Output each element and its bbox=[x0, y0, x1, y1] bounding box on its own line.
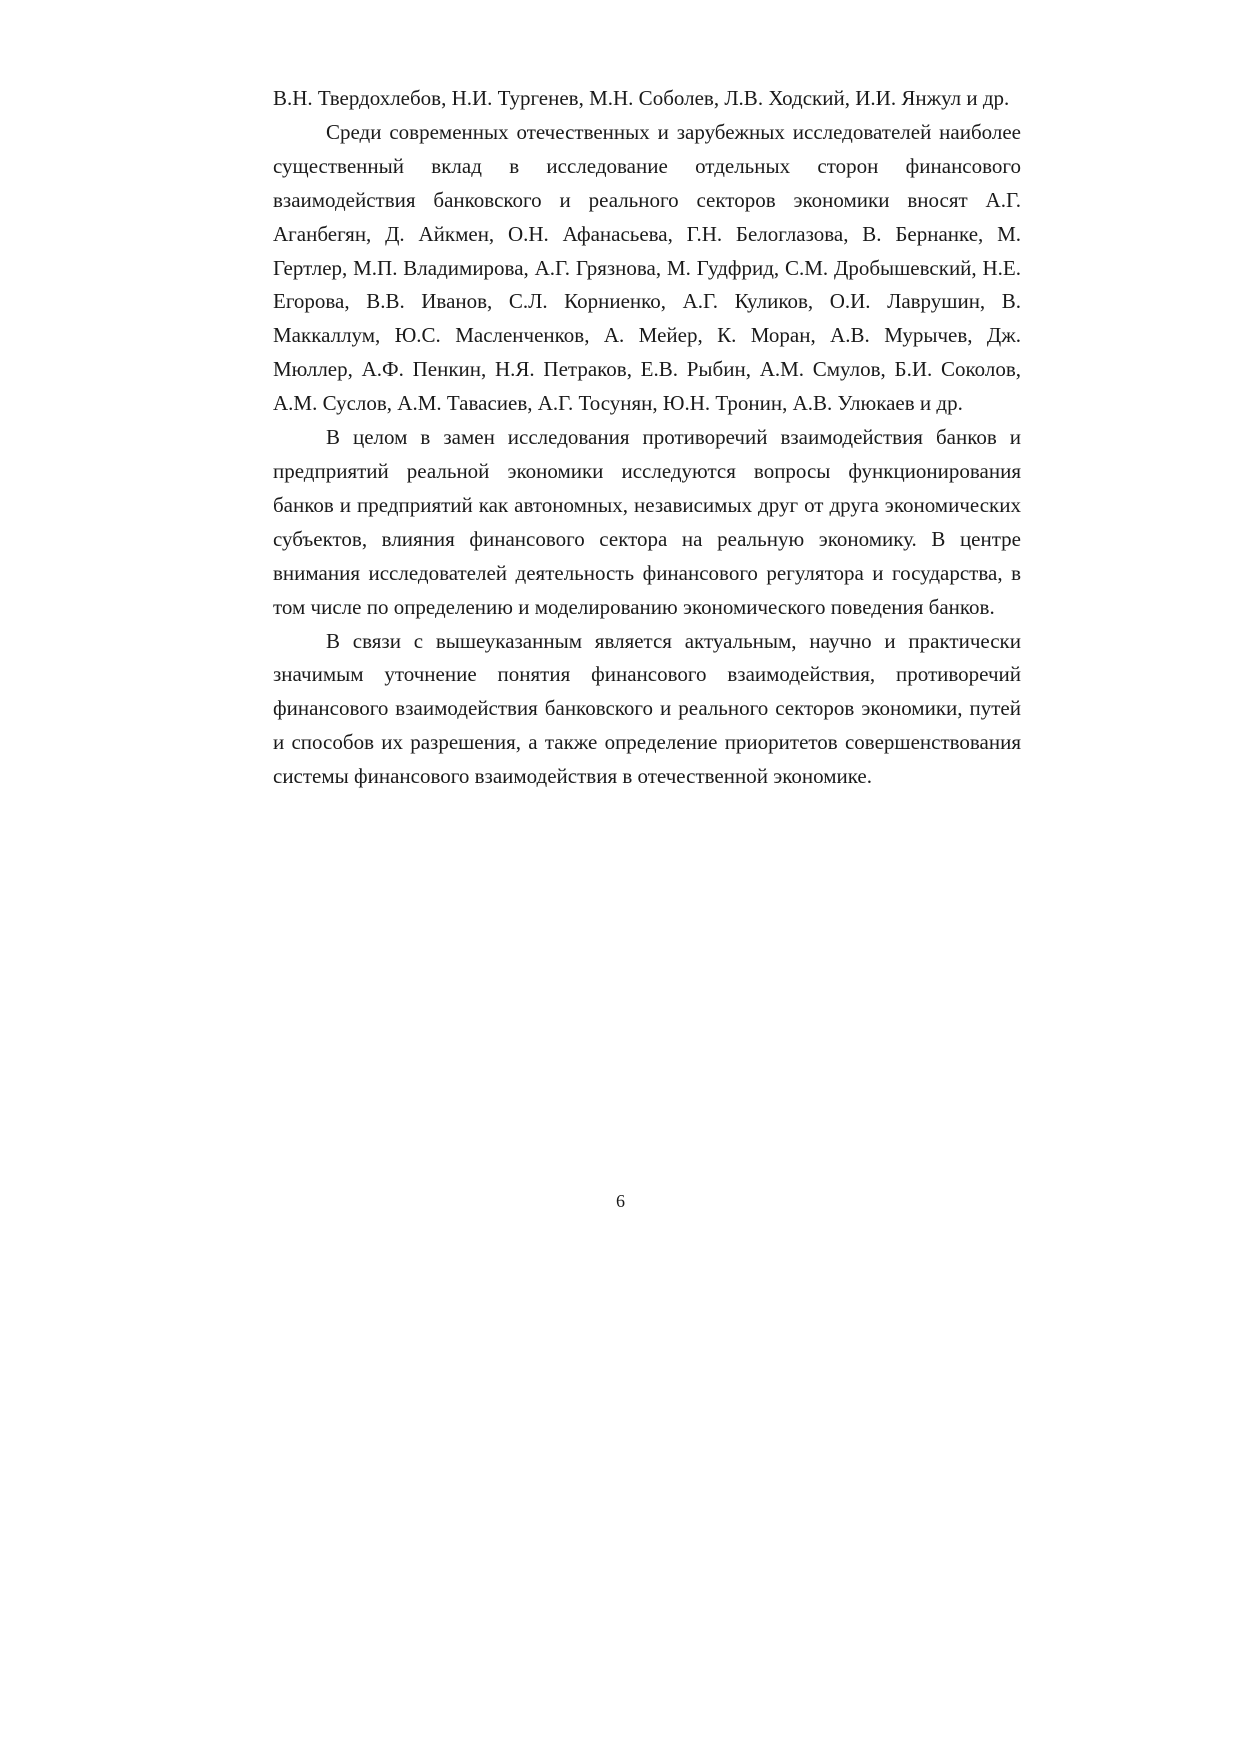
paragraph-relevance: В связи с вышеуказанным является актуальным, научно и практически значимым уточнение понятия финансового взаимодействия, противоречий финансового взаимодействия банковского и реального секторов экономики, путей и способов их разрешения, а также определение приоритетов совершенствования системы финансового взаимодействия в отечественной экономике. bbox=[273, 628, 1021, 789]
paragraph-researchers: Среди современных отечественных и зарубежных исследователей наиболее существенный вклад в исследование отдельных сторон финансового взаимодействия банковского и реального секторов экономики вносят А.Г. Аганбегян, Д. Айкмен, О.Н. Афанасьева, Г.Н. Белоглазова, В. Бернанке, М. Гертлер, М.П. Владимирова, А.Г. Грязнова, М. Гудфрид, С.М. Дробышевский, Н.Е. Егорова, В.В. Иванов, С.Л. Корниенко, А.Г. Куликов, О.И. Лаврушин, В. Маккаллум, Ю.С. Масленченков, А. Мейер, К. Моран, А.В. Мурычев, Дж. Мюллер, А.Ф. Пенкин, Н.Я. Петраков, Е.В. Рыбин, А.М. Смулов, Б.И. Соколов, А.М. Суслов, А.М. Тавасиев, А.Г. Тосунян, Ю.Н. Тронин, А.В. Улюкаев и др. bbox=[273, 119, 1021, 416]
paragraph-research-focus: В целом в замен исследования противоречий взаимодействия банков и предприятий реальной экономики исследуются вопросы функционирования банков и предприятий как автономных, независимых друг от друга экономических субъектов, влияния финансового сектора на реальную экономику. В центре внимания исследователей деятельность финансового регулятора и государства, в том числе по определению и моделированию экономического поведения банков. bbox=[273, 425, 1021, 619]
page-number: 6 bbox=[616, 1191, 625, 1211]
paragraph-continuation: В.Н. Твердохлебов, Н.И. Тургенев, М.Н. Соболев, Л.В. Ходский, И.И. Янжул и др. bbox=[273, 86, 1010, 110]
body-text bbox=[273, 82, 1021, 794]
